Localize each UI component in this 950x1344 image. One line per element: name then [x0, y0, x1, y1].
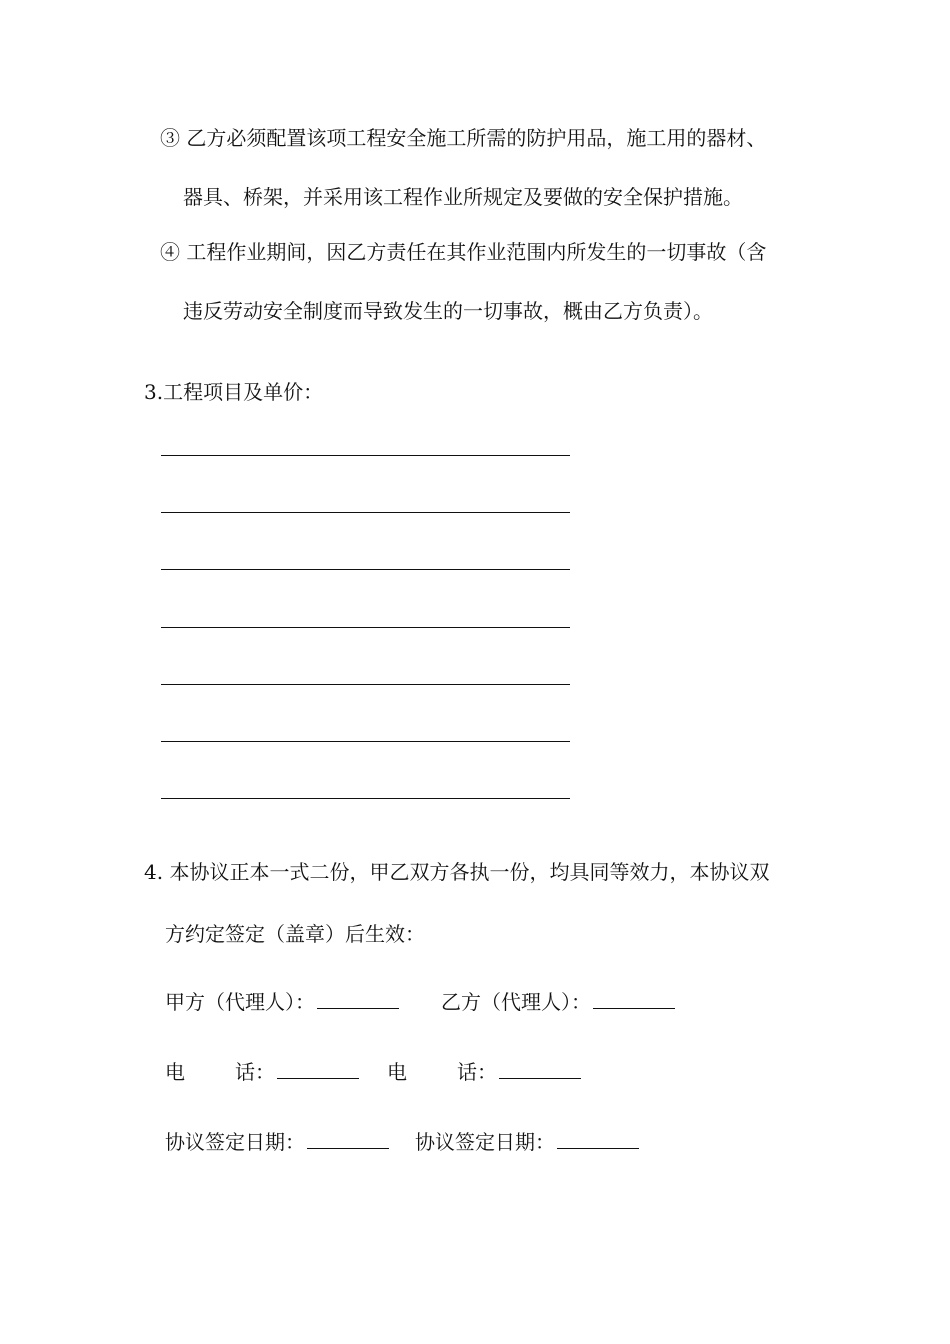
clause-item-4-line1: ④ 工程作业期间，因乙方责任在其作业范围内所发生的一切事故（含 [160, 240, 767, 264]
clause-3-heading: 3.工程项目及单价： [144, 380, 324, 404]
signature-row-date [165, 1128, 639, 1154]
project-item-line [161, 512, 570, 513]
project-item-line [161, 627, 570, 628]
party-b-phone-blank[interactable] [499, 1058, 581, 1079]
party-a-date-label: 协议签定日期： [165, 1130, 305, 1154]
clause-item-3-line1: ③ 乙方必须配置该项工程安全施工所需的防护用品，施工用的器材、 [160, 126, 767, 150]
project-item-line [161, 684, 570, 685]
project-item-line [161, 569, 570, 570]
party-a-phone-blank[interactable] [277, 1058, 359, 1079]
party-a-signature-blank[interactable] [317, 988, 399, 1009]
party-a-phone-char1: 电 [165, 1060, 185, 1084]
party-a-date-blank[interactable] [307, 1128, 389, 1149]
clause-item-4-line2: 违反劳动安全制度而导致发生的一切事故，概由乙方负责）。 [183, 299, 713, 323]
clause-4-line1: 4. 本协议正本一式二份，甲乙双方各执一份，均具同等效力，本协议双 [144, 860, 770, 884]
party-b-phone-char1: 电 [387, 1060, 407, 1084]
signature-row-representative [165, 988, 675, 1014]
signature-row-phone [165, 1058, 581, 1084]
party-a-phone-char2: 话： [235, 1060, 275, 1084]
party-b-signature-blank[interactable] [593, 988, 675, 1009]
party-b-date-blank[interactable] [557, 1128, 639, 1149]
party-a-label: 甲方（代理人）： [165, 990, 315, 1014]
clause-item-3-line2: 器具、桥架，并采用该工程作业所规定及要做的安全保护措施。 [183, 185, 743, 209]
clause-4-line2: 方约定签定（盖章）后生效： [165, 922, 425, 946]
project-item-line [161, 741, 570, 742]
project-item-line [161, 455, 570, 456]
party-b-label: 乙方（代理人）： [441, 990, 591, 1014]
party-b-date-label: 协议签定日期： [415, 1130, 555, 1154]
project-item-line [161, 798, 570, 799]
party-b-phone-char2: 话： [457, 1060, 497, 1084]
